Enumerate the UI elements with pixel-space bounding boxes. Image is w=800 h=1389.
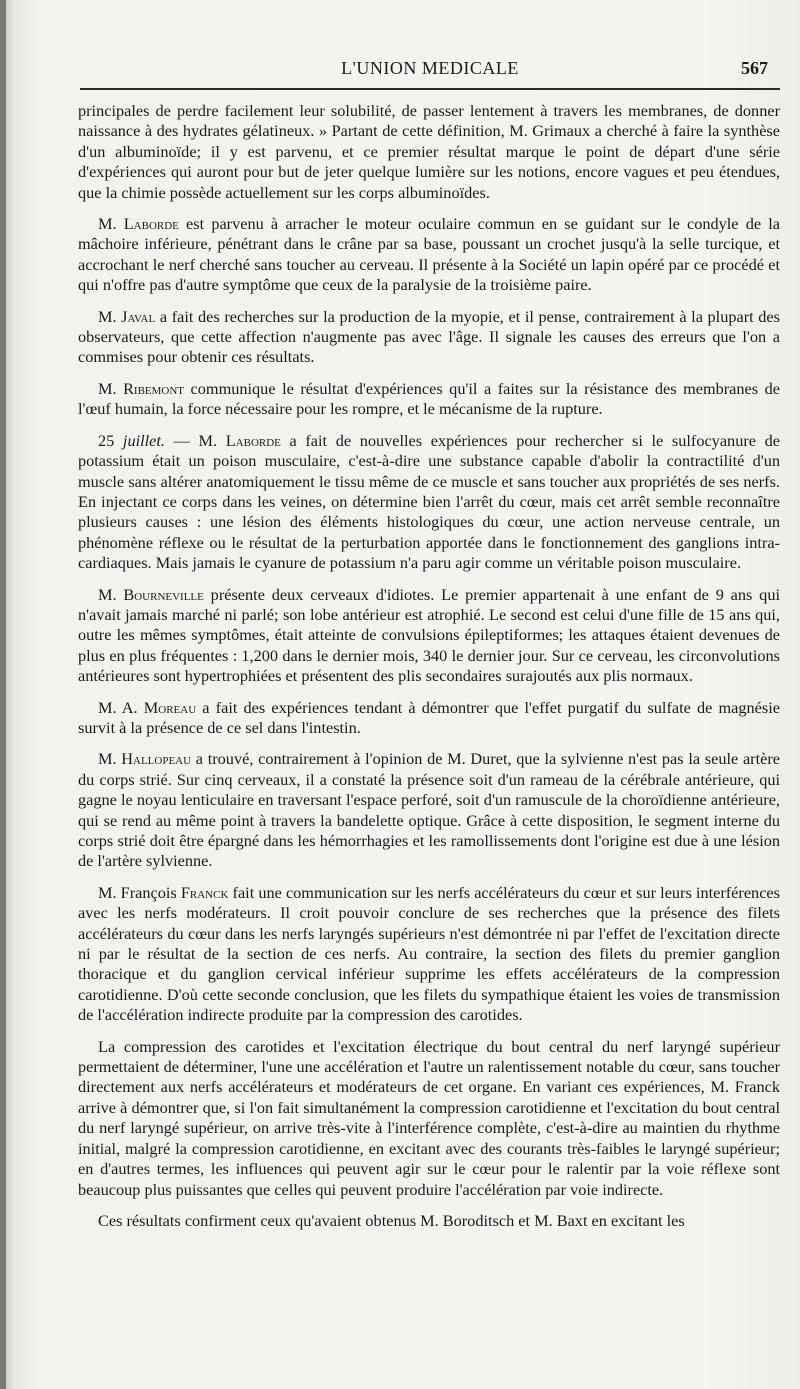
paragraph-bourneville [78,585,780,687]
paragraph-text: est parvenu à arracher le moteur oculaire commun en se guidant sur le condyle de la mâchoire inférieure, pénétrant dans le crâne par sa base, poussant un crochet jusqu'à la selle turcique, et accrochant le nerf cherché sans toucher au cerveau. Il présente à la Société un lapin opéré par ce procédé et qui n'offre pas d'autre symptôme que ceux de la paralysie de la troisième paire. [78,214,780,295]
paragraph-text: a fait des expériences tendant à démontrer que l'effet purgatif du sulfate de magnésie survit à la présence de ce sel dans l'intestin. [78,697,780,737]
paragraph-lead: M. [98,378,124,398]
paragraph-text: a fait de nouvelles expériences pour rechercher si le sulfocyanure de potassium était un poison musculaire, c'est-à-dire une substance capable d'abolir la contractilité d'un muscle sans altérer anatomiquement le tissu même de ce muscle et sans toucher aux propriétés de ses nerfs. En injectant ce corps dans les veines, on détermine bien l'arrêt du cœur, mais cet arrêt semble reconnaître plusieurs causes : une lésion des éléments histologiques du cœur, une action nerveuse centrale, un phénomène réflexe ou le résultat de la perturbation apportée dans le fonctionnement des ganglions intra-cardiaques. Mais jamais le cyanure de potassium n'a paru agir comme un véritable poison musculaire. [78,430,780,573]
paragraph-lead: M. François [98,882,181,902]
paragraph-text: fait une communication sur les nerfs accélérateurs du cœur et sur leurs interférences avec les nerfs modérateurs. Il croit pouvoir conclure de ses recherches que la présence des filets accélérateurs du cœur dans les nerfs laryngés supérieurs n'est démontrée ni par l'effet de l'excitation directe ni par le résultat de la section de ces nerfs. Au contraire, la section des filets du premier ganglion thoracique et du ganglion cervical inférieur supprime les effets accélérateurs de la compression carotidienne. D'où cette seconde conclusion, que les filets du sympathique étaient les voies de transmission de l'accélération indirecte produite par la compression des carotides. [78,882,780,1025]
paragraph-text: principales de perdre facilement leur solubilité, de passer lentement à travers les membranes, de donner naissance à des hydrates gélatineux. » Partant de cette définition, M. Grimaux a cherché à faire la synthèse d'un albuminoïde; il y est parvenu, et ce premier résultat marque le point de départ d'une série d'expériences qui auront pour but de jeter quelque lumière sur les notions, encore vagues et peu étendues, que la chimie possède actuellement sur les corps albuminoïdes. [78,101,780,202]
author-name: Franck [180,882,229,902]
paragraph-lead: M. [98,584,124,604]
paragraph-laborde [78,214,780,296]
paragraph-conclusion [78,1211,780,1231]
page-header [80,56,780,92]
page-binding-edge [0,0,6,1389]
running-title: L'UNION MEDICALE [341,58,519,78]
paragraph-text: La compression des carotides et l'excitation électrique du bout central du nerf laryngé supérieur permettaient de déterminer, l'une une accélération et l'autre un ralentissement notable du cœur, sans toucher directement aux nerfs accélérateurs et modérateurs de cet organe. En variant ces expériences, M. Franck arrive à démontrer que, si l'on fait simultanément la compression carotidienne et l'excitation du bout central du nerf laryngé supérieur, on arrive très-vite à l'interférence complète, c'est-à-dire au maintien du rhythme initial, malgré la compression carotidienne, en excitant avec des courants très-faibles le laryngé supérieur; en d'autres termes, les influences qui peuvent agir sur le cœur pour le ralentir par la voie réflexe sont beaucoup plus puissantes que celles qui peuvent produire l'accélération par voie indirecte. [78,1036,780,1199]
article-body [78,101,780,1242]
paragraph-text: a fait des recherches sur la production de la myopie, et il pense, contrairement à la plupart des observateurs, que cette affection n'augmente pas avec l'âge. Il signale les causes des erreurs que l'on a commises pour obtenir ces résultats. [78,306,780,367]
paragraph-grimaux [78,101,780,203]
author-name: Bourneville [123,584,204,604]
paragraph-franck [78,883,780,1026]
author-name: Laborde [225,430,281,450]
paragraph-compression [78,1037,780,1200]
page-number: 567 [741,58,768,78]
paragraph-lead: — M. [164,430,226,450]
paragraph-hallopeau [78,749,780,871]
paragraph-text: a trouvé, contrairement à l'opinion de M. Duret, que la sylvienne n'est pas la seule artère du corps strié. Sur cinq cerveaux, il a constaté la présence soit d'un rameau de la cérébrale antérieure, qui gagne le noyau lenticulaire en traversant l'espace perforé, soit d'un ramuscule de la choroïdienne antérieure, qui se rend au même point à travers la bandelette optique. Grâce à cette disposition, le segment interne du corps strié doit être épargné dans les hémorrhagies et les ramollissements dont l'origine est due à une lésion de l'artère sylvienne. [78,749,780,871]
paragraph-text: Ces résultats confirment ceux qu'avaient obtenus M. Boroditsch et M. Baxt en excitant les [98,1210,685,1230]
paragraph-text: communique le résultat d'expériences qu'il a faites sur la résistance des membranes de l'œuf humain, la force nécessaire pour les rompre, et le mécanisme de la rupture. [78,378,780,419]
paragraph-lead: M. A. [98,697,144,717]
paragraph-javal [78,307,780,368]
author-name: Laborde [123,214,179,234]
author-name: Moreau [143,697,197,717]
author-name: Javal [121,306,156,326]
paragraph-laborde-juillet [78,431,780,574]
session-date-day: 25 [98,430,123,450]
author-name: Ribemont [123,378,185,398]
paragraph-lead: M. [98,306,122,326]
author-name: Hallopeau [121,749,192,769]
paragraph-lead: M. [98,214,124,234]
header-rule [80,88,780,90]
paragraph-text: présente deux cerveaux d'idiotes. Le premier appartenait à une enfant de 9 ans qui n'avait jamais marché ni parlé; son lobe antérieur est atrophié. Le second est celui d'une fille de 15 ans qui, outre les mêmes symptômes, était atteinte de convulsions épileptiformes; les attaques étaient devenues de plus en plus fréquentes : 1,200 dans le dernier mois, 340 le dernier jour. Sur ce cerveau, les circonvolutions antérieures sont hypertrophiées et présentent des plis secondaires surajoutés aux plis normaux. [78,584,780,686]
session-date-month: juillet. [122,430,165,450]
paragraph-moreau [78,698,780,739]
paragraph-ribemont [78,379,780,420]
paragraph-lead: M. [98,749,122,769]
